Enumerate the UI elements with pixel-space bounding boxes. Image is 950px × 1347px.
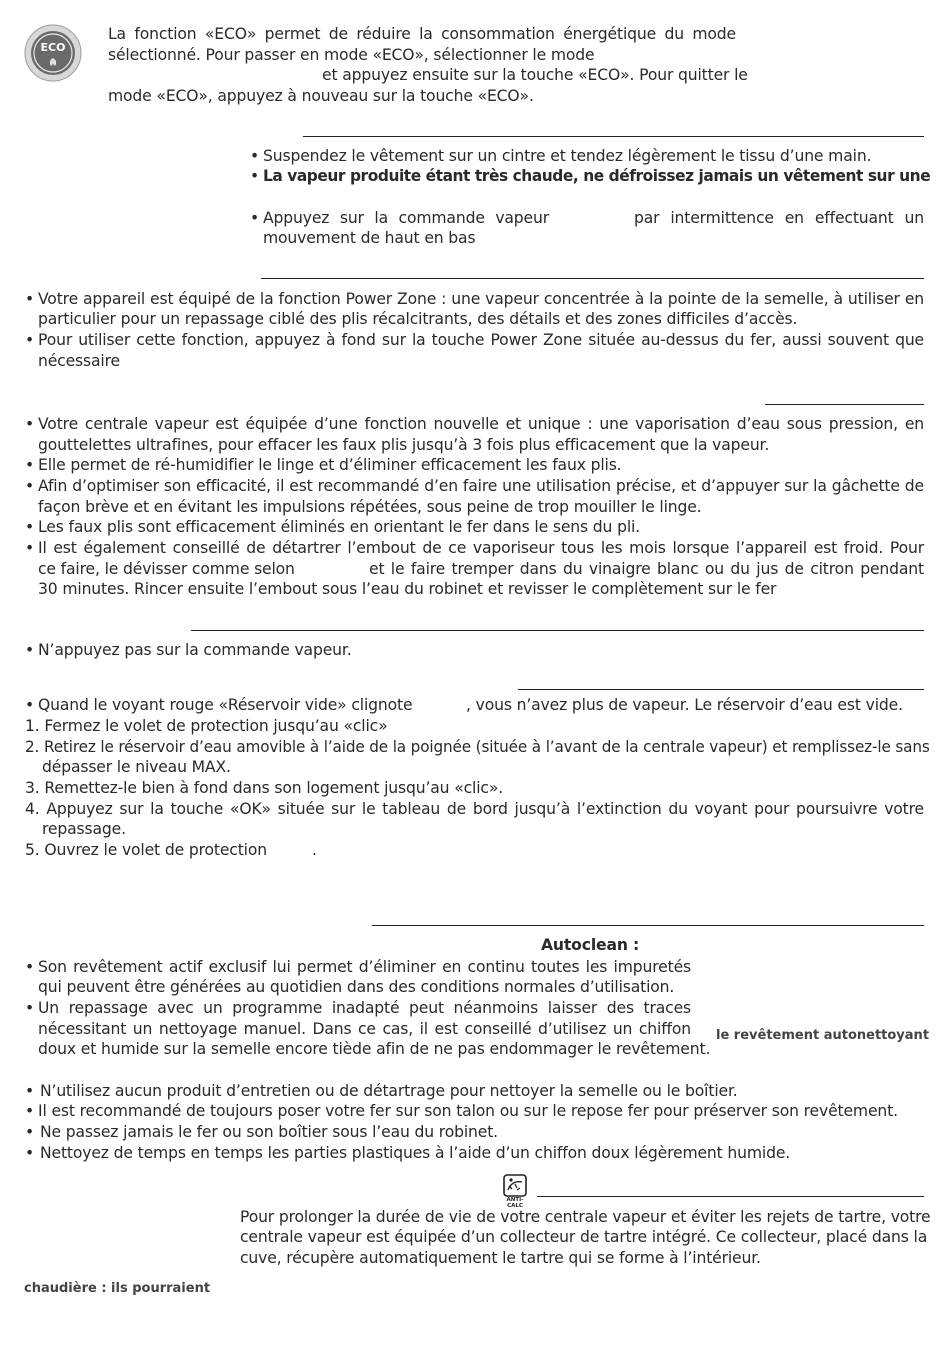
refill-step-5: 5. Ouvrez le volet de protection xyxy=(25,841,267,859)
section-rule-dry xyxy=(191,630,924,631)
eco-text-line-1: La fonction «ECO» permet de réduire la consommation énergétique du mode xyxy=(108,25,736,43)
bullet: • xyxy=(25,415,35,433)
spray-bullet-1-line-2: gouttelettes ultrafines, pour effacer les faux plis jusqu’à 3 fois plus efficacement que la vapeur. xyxy=(38,436,770,454)
bullet: • xyxy=(25,1102,35,1120)
spray-bullet-4: Les faux plis sont efficacement éliminés en orientant le fer dans le sens du pli. xyxy=(38,518,640,536)
anti-calc-line-3: cuve, récupère automatiquement le tartre qui se forme à l’intérieur. xyxy=(240,1249,761,1267)
section-rule-anti-calc xyxy=(537,1196,924,1197)
refill-step-1: 1. Fermez le volet de protection jusqu’au «clic» xyxy=(25,717,388,735)
eco-icon-label: ECO xyxy=(40,41,66,54)
eco-text-line-2: sélectionné. Pour passer en mode «ECO», sélectionner le mode xyxy=(108,46,595,64)
vertical-steam-bullet-3-part-2: par intermittence en effectuant un xyxy=(634,209,924,227)
bullet: • xyxy=(25,331,35,349)
spray-bullet-3-line-2: façon brève et en évitant les impulsions répétées, sous peine de trop mouiller le linge. xyxy=(38,498,702,516)
section-rule-spray xyxy=(765,404,924,405)
refill-step-2-line-2: dépasser le niveau MAX. xyxy=(42,758,231,776)
bullet: • xyxy=(25,477,35,495)
power-zone-bullet-1-line-1: Votre appareil est équipé de la fonction Power Zone : une vapeur concentrée à la pointe de la semelle, à utiliser en xyxy=(38,290,924,308)
section-rule-vertical-steam xyxy=(303,136,924,137)
autoclean-bullet-1-line-2: qui peuvent être générées au quotidien dans des conditions normales d’utilisation. xyxy=(38,978,675,996)
spray-bullet-3-line-1: Afin d’optimiser son efficacité, il est recommandé d’en faire une utilisation précise, et d’appuyer sur la gâchette de xyxy=(38,477,924,495)
autoclean-side-label: le revêtement autonettoyant xyxy=(716,1028,930,1043)
spray-bullet-5-line-2-part-1: ce faire, le dévisser comme selon xyxy=(38,560,295,578)
bullet: • xyxy=(25,1082,35,1100)
bullet: • xyxy=(25,696,35,714)
spray-bullet-5-line-3: 30 minutes. Rincer ensuite l’embout sous l’eau du robinet et revisser le complètement sur le fer xyxy=(38,580,777,598)
refill-step-4-line-1: 4. Appuyez sur la touche «OK» située sur le tableau de bord jusqu’à l’extinction du voyant pour poursuivre votre xyxy=(25,800,924,818)
refill-step-4-line-2: repassage. xyxy=(42,820,126,838)
bullet: • xyxy=(25,1144,35,1162)
spray-bullet-1-line-1: Votre centrale vapeur est équipée d’une fonction nouvelle et unique : une vaporisation d’eau sous pression, en xyxy=(38,415,924,433)
refill-step-2-line-1: 2. Retirez le réservoir d’eau amovible à l’aide de la poignée (située à l’avant de la centrale vapeur) et remplissez-le sans xyxy=(25,738,930,756)
bullet: • xyxy=(25,456,35,474)
bullet: • xyxy=(250,147,260,165)
refill-bullet-part-1: Quand le voyant rouge «Réservoir vide» clignote xyxy=(38,696,413,714)
refill-step-5-end: . xyxy=(312,841,317,859)
section-rule-autoclean xyxy=(372,925,924,926)
autoclean-bullet-2-line-3: doux et humide sur la semelle encore tiède afin de ne pas endommager le revêtement. xyxy=(38,1040,711,1058)
eco-icon xyxy=(24,24,82,82)
anti-calc-line-1: Pour prolonger la durée de vie de votre centrale vapeur et éviter les rejets de tartre, votre xyxy=(240,1208,931,1226)
anti-calc-icon-label: ANTI-CALC xyxy=(506,1197,524,1209)
vertical-steam-bullet-3-line-2: mouvement de haut en bas xyxy=(263,229,476,247)
refill-step-3: 3. Remettez-le bien à fond dans son logement jusqu’au «clic». xyxy=(25,779,504,797)
bullet: • xyxy=(25,518,35,536)
spray-bullet-5-line-1: Il est également conseillé de détartrer l’embout de ce vaporiseur tous les mois lorsque l’appareil est froid. Pour xyxy=(38,539,924,557)
bullet: • xyxy=(25,1123,35,1141)
anti-calc-icon xyxy=(500,1174,530,1209)
bullet: • xyxy=(25,958,35,976)
bullet: • xyxy=(250,167,260,185)
refill-bullet-part-2: , vous n’avez plus de vapeur. Le réservoir d’eau est vide. xyxy=(466,696,903,714)
autoclean-bullet-2-line-1: Un repassage avec un programme inadapté peut néanmoins laisser des traces xyxy=(38,999,691,1017)
care-bullet-1: N’utilisez aucun produit d’entretien ou de détartrage pour nettoyer la semelle ou le boîtier. xyxy=(40,1082,738,1100)
care-bullet-2: Il est recommandé de toujours poser votre fer sur son talon ou sur le repose fer pour préserver son revêtement. xyxy=(38,1102,898,1120)
autoclean-bullet-2-line-2: nécessitant un nettoyage manuel. Dans ce cas, il est conseillé d’utilisez un chiffon xyxy=(38,1020,691,1038)
eco-text-line-3: et appuyez ensuite sur la touche «ECO». Pour quitter le xyxy=(322,66,748,84)
anti-calc-line-2: centrale vapeur est équipée d’un collecteur de tartre intégré. Ce collecteur, placé dans la xyxy=(240,1228,928,1246)
care-bullet-3: Ne passez jamais le fer ou son boîtier sous l’eau du robinet. xyxy=(40,1123,498,1141)
dry-bullet-1: N’appuyez pas sur la commande vapeur. xyxy=(38,641,352,659)
section-rule-power-zone xyxy=(261,278,924,279)
footer-fragment: chaudière : ils pourraient xyxy=(24,1281,211,1296)
bullet: • xyxy=(250,209,260,227)
care-bullet-4: Nettoyez de temps en temps les parties plastiques à l’aide d’un chiffon doux légèrement humide. xyxy=(40,1144,791,1162)
power-zone-bullet-2-line-1: Pour utiliser cette fonction, appuyez à fond sur la touche Power Zone située au-dessus du fer, aussi souvent que xyxy=(38,331,924,349)
power-zone-bullet-1-line-2: particulier pour un repassage ciblé des plis récalcitrants, des détails et des zones difficiles d’accès. xyxy=(38,310,798,328)
autoclean-heading: Autoclean : xyxy=(541,936,640,954)
spray-bullet-2: Elle permet de ré-humidifier le linge et d’éliminer efficacement les faux plis. xyxy=(38,456,622,474)
spray-bullet-5-line-2-part-2: et le faire tremper dans du vinaigre blanc ou du jus de citron pendant xyxy=(369,560,924,578)
autoclean-bullet-1-line-1: Son revêtement actif exclusif lui permet d’éliminer en continu toutes les impuretés xyxy=(38,958,691,976)
eco-text-line-4: mode «ECO», appuyez à nouveau sur la touche «ECO». xyxy=(108,87,534,105)
power-zone-bullet-2-line-2: nécessaire xyxy=(38,352,120,370)
vertical-steam-bullet-1: Suspendez le vêtement sur un cintre et tendez légèrement le tissu d’une main. xyxy=(263,147,872,165)
bullet: • xyxy=(25,290,35,308)
bullet: • xyxy=(25,539,35,557)
bullet: • xyxy=(25,999,35,1017)
bullet: • xyxy=(25,641,35,659)
vertical-steam-warning: La vapeur produite étant très chaude, ne défroissez jamais un vêtement sur une xyxy=(263,167,931,185)
vertical-steam-bullet-3-part-1: Appuyez sur la commande vapeur xyxy=(263,209,549,227)
section-rule-refill xyxy=(518,689,924,690)
